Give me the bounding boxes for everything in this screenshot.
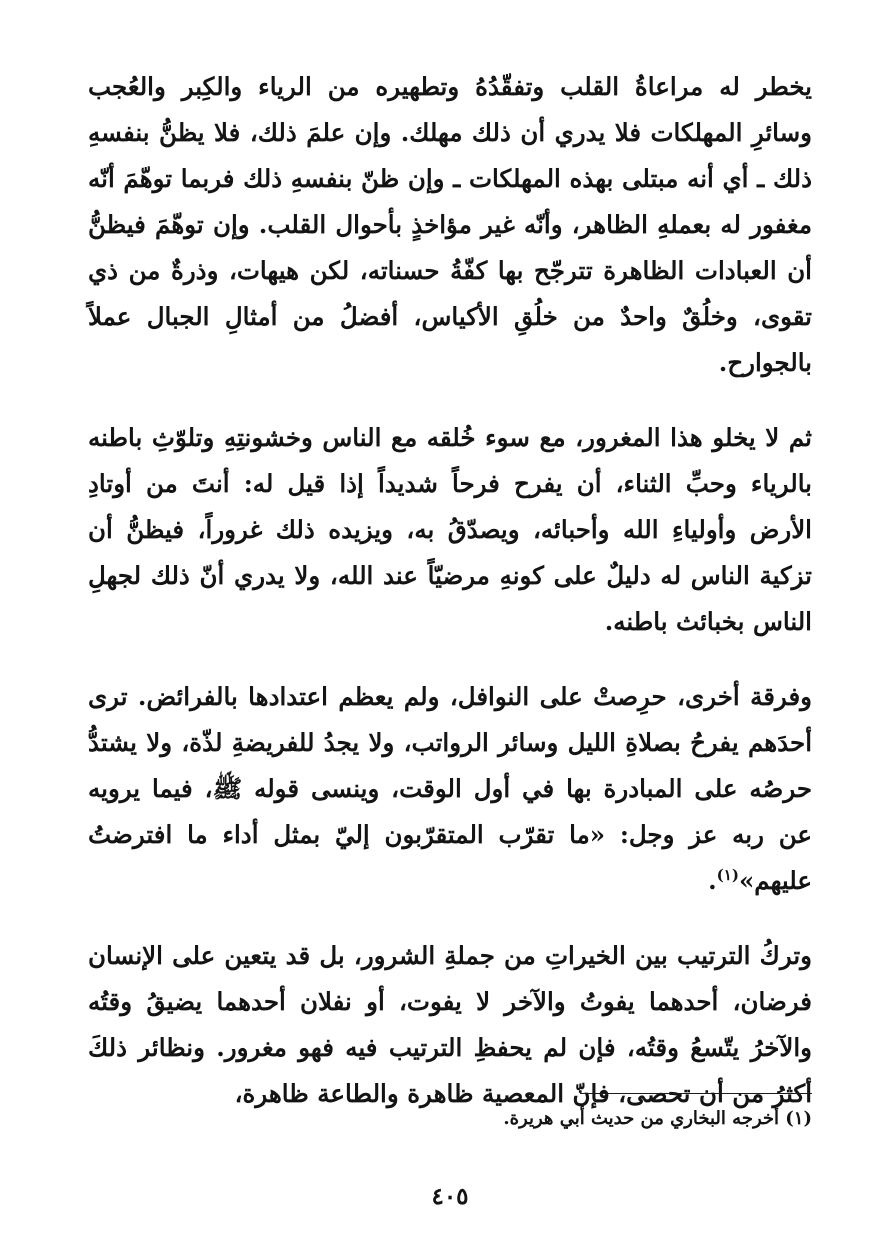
footnote-divider (580, 1093, 812, 1094)
footnote-text: (١) أخرجه البخاري من حديث أبي هريرة. (503, 1108, 812, 1129)
paragraph-1-text: يخطر له مراعاةُ القلب وتفقّدُهُ وتطهيره من الرياء والكِبر والعُجب وسائرِ المهلكات فلا يدري أن ذلك مهلك. وإن علمَ ذلك، فلا يظنُّ بنفسهِ ذلك ـ أي أنه مبتلى بهذه المهلكات ـ وإن ظنّ بنفسهِ ذلك فربما توهّمَ أنّه مغفور له بعملهِ الظاهر، وأنّه غير مؤاخذٍ بأحوال القلب. وإن توهّمَ فيظنُّ أن العبادات الظاهرة تترجّح بها كفّةُ حسناته، لكن هيهات، وذرةٌ من ذي تقوى، وخلُقٌ واحدٌ من خلُقِ الأكياس، أفضلُ من أمثالِ الجبال عملاً بالجوارح. (88, 72, 812, 377)
paragraph-3 (88, 674, 812, 904)
footnote-reference: (١) (716, 865, 739, 884)
paragraph-2 (88, 415, 812, 645)
page-number: ٤٠٥ (431, 1183, 469, 1210)
paragraph-4 (88, 933, 812, 1117)
paragraph-3-text: وفرقة أخرى، حرِصتْ على النوافل، ولم يعظم اعتدادها بالفرائض. ترى أحدَهم يفرحُ بصلاةِ الليل وسائر الرواتب، ولا يجدُ للفريضةِ لذّة، ولا يشتدُّ حرصُه على المبادرة بها في أول الوقت، وينسى قوله ﷺ، فيما يرويه عن ربه عز وجل: «ما تقرّب المتقرّبون إليّ بمثل أداء ما افترضتُ عليهم» (88, 682, 812, 895)
paragraph-2-text: ثم لا يخلو هذا المغرور، مع سوء خُلقه مع الناس وخشونتِهِ وتلوّثِ باطنه بالرياء وحبِّ الثناء، أن يفرح فرحاً شديداً إذا قيل له: أنتَ من أوتادِ الأرض وأولياءِ الله وأحبائه، ويصدّقُ به، ويزيده ذلك غروراً، فيظنُّ أن تزكية الناس له دليلٌ على كونهِ مرضيّاً عند الله، ولا يدري أنّ ذلك لجهلِ الناس بخبائث باطنه. (88, 423, 812, 636)
book-page (88, 64, 812, 1210)
paragraph-3-tail: . (708, 866, 717, 895)
paragraph-4-text: وتركُ الترتيب بين الخيراتِ من جملةِ الشرور، بل قد يتعين على الإنسان فرضان، أحدهما يفوتُ والآخر لا يفوت، أو نفلان أحدهما يضيقُ وقتُه والآخرُ يتّسعُ وقتُه، فإن لم يحفظِ الترتيب فيه فهو مغرور. ونظائر ذلكَ أكثرُ من أن تحصى، فإنّ المعصية ظاهرة والطاعة ظاهرة، (88, 941, 812, 1108)
paragraph-1 (88, 64, 812, 386)
